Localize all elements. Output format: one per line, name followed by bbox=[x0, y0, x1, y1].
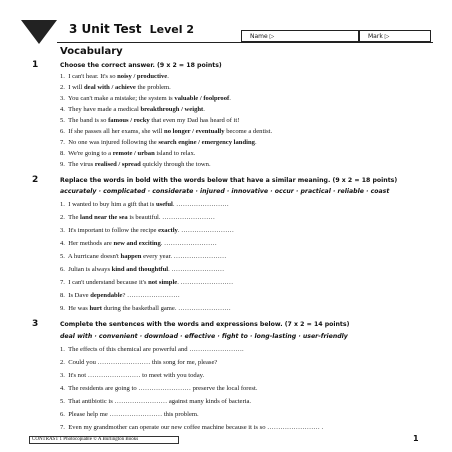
exercise-item: 4. Her methods are new and exciting. …………………… bbox=[60, 240, 217, 247]
unit-number: 3 bbox=[69, 22, 78, 36]
section-number: 3 bbox=[32, 319, 39, 329]
word-bank: deal with · convenient · download · effective · fight to · long-lasting · user-friendly bbox=[60, 333, 348, 340]
copyright-footer: CONTRAST 1 Photocopiable © A Burlington Books bbox=[29, 436, 179, 444]
test-title bbox=[69, 22, 194, 36]
exercise-item: 9. He was hurt during the basketball game. …………………… bbox=[60, 305, 231, 312]
test-header bbox=[21, 20, 433, 44]
exercise-item: 1. I can't hear. It's so noisy / productive. bbox=[60, 73, 169, 80]
exercise-item: 5. The band is so famous / rocky that even my Dad has heard of it! bbox=[60, 117, 240, 124]
section-number: 2 bbox=[32, 175, 39, 185]
section-instruction: Choose the correct answer. (9 x 2 = 18 points) bbox=[60, 62, 222, 69]
exercise-item: 6. Please help me …………………… this problem. bbox=[60, 411, 199, 418]
exercise-item: 2. The land near the sea is beautiful. …………………… bbox=[60, 214, 215, 221]
name-field[interactable]: Name ▷ bbox=[241, 30, 359, 42]
exercise-item: 7. Even my grandmother can operate our new coffee machine because it is so …………………… . bbox=[60, 424, 324, 431]
word-bank: accurately · complicated · considerate · injured · innovative · occur · practical · reliable · coast bbox=[60, 188, 390, 195]
mark-field[interactable]: Mark ▷ bbox=[359, 30, 431, 42]
section-number: 1 bbox=[32, 60, 39, 70]
exercise-item: 6. If she passes all her exams, she will no longer / eventually become a dentist. bbox=[60, 128, 273, 135]
exercise-item: 8. We're going to a remote / urban island to relax. bbox=[60, 150, 196, 157]
exercise-item: 9. The virus realised / spread quickly through the town. bbox=[60, 161, 211, 168]
exercise-item: 4. They have made a medical breakthrough / weight. bbox=[60, 106, 205, 113]
exercise-item: 5. A hurricane doesn't happen every year. …………………… bbox=[60, 253, 227, 260]
exercise-item: 7. I can't understand because it's not simple. …………………… bbox=[60, 279, 234, 286]
exercise-item: 3. It's not …………………… to meet with you today. bbox=[60, 372, 205, 379]
exercise-item: 3. It's important to follow the recipe exactly. …………………… bbox=[60, 227, 234, 234]
unit-title: Unit Test bbox=[81, 22, 142, 36]
section-instruction: Replace the words in bold with the words below that have a similar meaning. (9 x 2 = 18 points) bbox=[60, 177, 398, 184]
exercise-item: 8. Is Dave dependable? …………………… bbox=[60, 292, 180, 299]
level-label: Level 2 bbox=[149, 23, 195, 36]
exercise-item: 2. Could you …………………… this song for me, please? bbox=[60, 359, 218, 366]
exercise-item: 3. You can't make a mistake; the system is valuable / foolproof. bbox=[60, 95, 231, 102]
page-number: 1 bbox=[413, 434, 419, 443]
section-title: Vocabulary bbox=[60, 46, 123, 57]
section-instruction: Complete the sentences with the words and expressions below. (7 x 2 = 14 points) bbox=[60, 321, 350, 328]
exercise-item: 6. Julian is always kind and thoughtful. …………………… bbox=[60, 266, 225, 273]
exercise-item: 1. The effects of this chemical are powerful and ……………………. bbox=[60, 346, 244, 353]
exercise-item: 7. No one was injured following the search engine / emergency landing. bbox=[60, 139, 257, 146]
exercise-item: 4. The residents are going to …………………… preserve the local forest. bbox=[60, 385, 258, 392]
header-triangle-icon bbox=[21, 20, 57, 44]
exercise-item: 2. I will deal with / achieve the problem. bbox=[60, 84, 171, 91]
exercise-item: 5. That antibiotic is …………………… against many kinds of bacteria. bbox=[60, 398, 252, 405]
exercise-item: 1. I wanted to buy him a gift that is useful. …………………… bbox=[60, 201, 229, 208]
